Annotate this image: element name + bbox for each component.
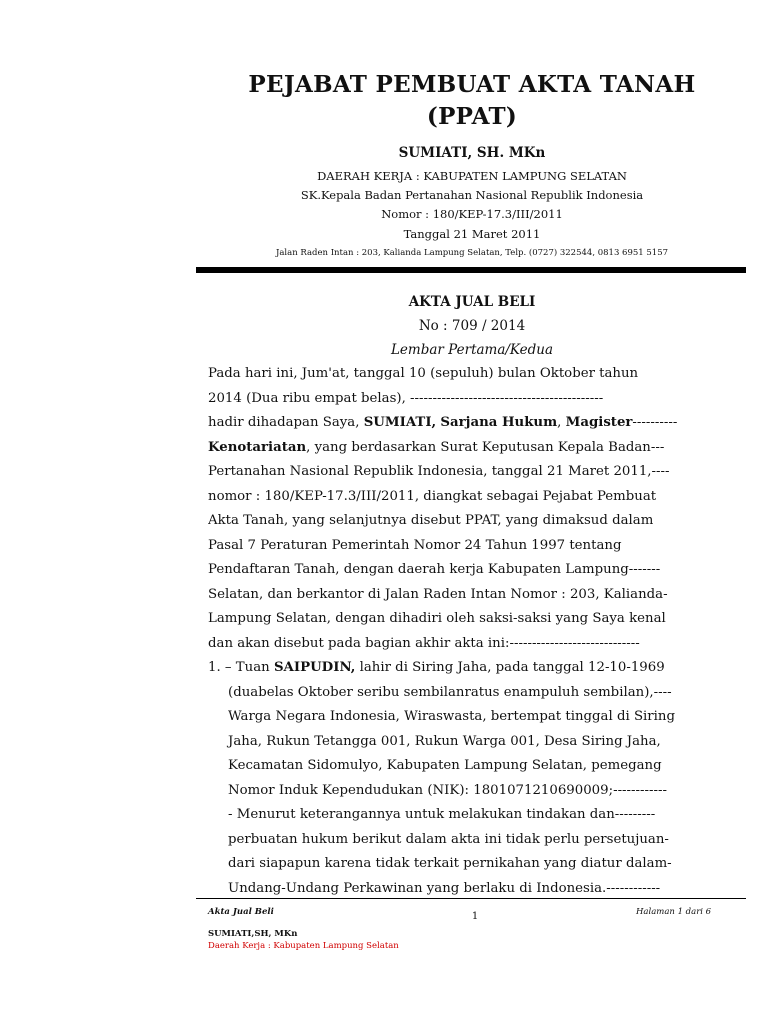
body-line: hadir dihadapan Saya, SUMIATI, Sarjana Hukum, Magister---------- (208, 415, 678, 430)
party-line: 1. – Tuan SAIPUDIN, lahir di Siring Jaha, pada tanggal 12-10-1969 (208, 660, 665, 675)
footer-divider (196, 898, 746, 899)
footer-work-area: Daerah Kerja : Kabupaten Lampung Selatan (208, 941, 399, 951)
body-line: nomor : 180/KEP-17.3/III/2011, diangkat sebagai Pejabat Pembuat (208, 488, 657, 504)
office-address: Jalan Raden Intan : 203, Kalianda Lampung Selatan, Telp. (0727) 322544, 0813 6951 5157 (275, 248, 669, 258)
deed-title: AKTA JUAL BELI (408, 294, 536, 310)
work-area: DAERAH KERJA : KABUPATEN LAMPUNG SELATAN (317, 169, 627, 183)
body-line: Warga Negara Indonesia, Wiraswasta, bertempat tinggal di Siring (228, 709, 675, 724)
footer-official-name: SUMIATI,SH, MKn (208, 929, 298, 939)
body-line: dan akan disebut pada bagian akhir akta ini:----------------------------- (208, 635, 640, 651)
footer-doc-title: Akta Jual Beli (208, 907, 274, 917)
body-line: Pada hari ini, Jum'at, tanggal 10 (sepuluh) bulan Oktober tahun (208, 366, 639, 381)
body-line: Kenotariatan, yang berdasarkan Surat Keputusan Kepala Badan--- (208, 439, 665, 455)
official-name: SUMIATI, SH. MKn (398, 145, 546, 161)
body-line: Selatan, dan berkantor di Jalan Raden Intan Nomor : 203, Kalianda- (208, 586, 668, 602)
decree-date: Tanggal 21 Maret 2011 (403, 227, 541, 241)
body-line: Nomor Induk Kependudukan (NIK): 1801071210690009;------------ (228, 782, 667, 798)
body-line: perbuatan hukum berikut dalam akta ini tidak perlu persetujuan- (228, 831, 669, 847)
page-number: 1 (471, 911, 479, 922)
page-count: Halaman 1 dari 6 (636, 907, 712, 917)
body-line: Undang-Undang Perkawinan yang berlaku di Indonesia.------------ (228, 880, 661, 896)
decree-issuer: SK.Kepala Badan Pertanahan Nasional Republik Indonesia (300, 188, 644, 202)
body-line: Pasal 7 Peraturan Pemerintah Nomor 24 Tahun 1997 tentang (208, 537, 622, 553)
body-line: Jaha, Rukun Tetangga 001, Rukun Warga 001, Desa Siring Jaha, (228, 733, 661, 749)
decree-number: Nomor : 180/KEP-17.3/III/2011 (381, 207, 563, 221)
body-line: Pertanahan Nasional Republik Indonesia, tanggal 21 Maret 2011,---- (208, 464, 670, 479)
header-divider (196, 267, 746, 273)
deed-number: No : 709 / 2014 (418, 318, 526, 334)
deed-body (208, 362, 740, 901)
body-line: Pendaftaran Tanah, dengan daerah kerja Kabupaten Lampung------- (208, 562, 661, 577)
body-line: (duabelas Oktober seribu sembilanratus enampuluh sembilan),---- (228, 684, 672, 700)
body-line: dari siapapun karena tidak terkait pernikahan yang diatur dalam- (228, 856, 672, 871)
body-line: Kecamatan Sidomulyo, Kabupaten Lampung Selatan, pemegang (228, 758, 662, 773)
deed-sheet: Lembar Pertama/Kedua (390, 342, 554, 358)
body-line: Akta Tanah, yang selanjutnya disebut PPAT, yang dimaksud dalam (208, 513, 654, 528)
office-title: PEJABAT PEMBUAT AKTA TANAH (248, 71, 696, 98)
office-abbr: (PPAT) (426, 103, 518, 130)
body-line: - Menurut keterangannya untuk melakukan tindakan dan--------- (228, 807, 656, 822)
body-line: Lampung Selatan, dengan dihadiri oleh saksi-saksi yang Saya kenal (208, 611, 666, 626)
body-line: 2014 (Dua ribu empat belas), ------------------------------------------- (208, 390, 604, 406)
